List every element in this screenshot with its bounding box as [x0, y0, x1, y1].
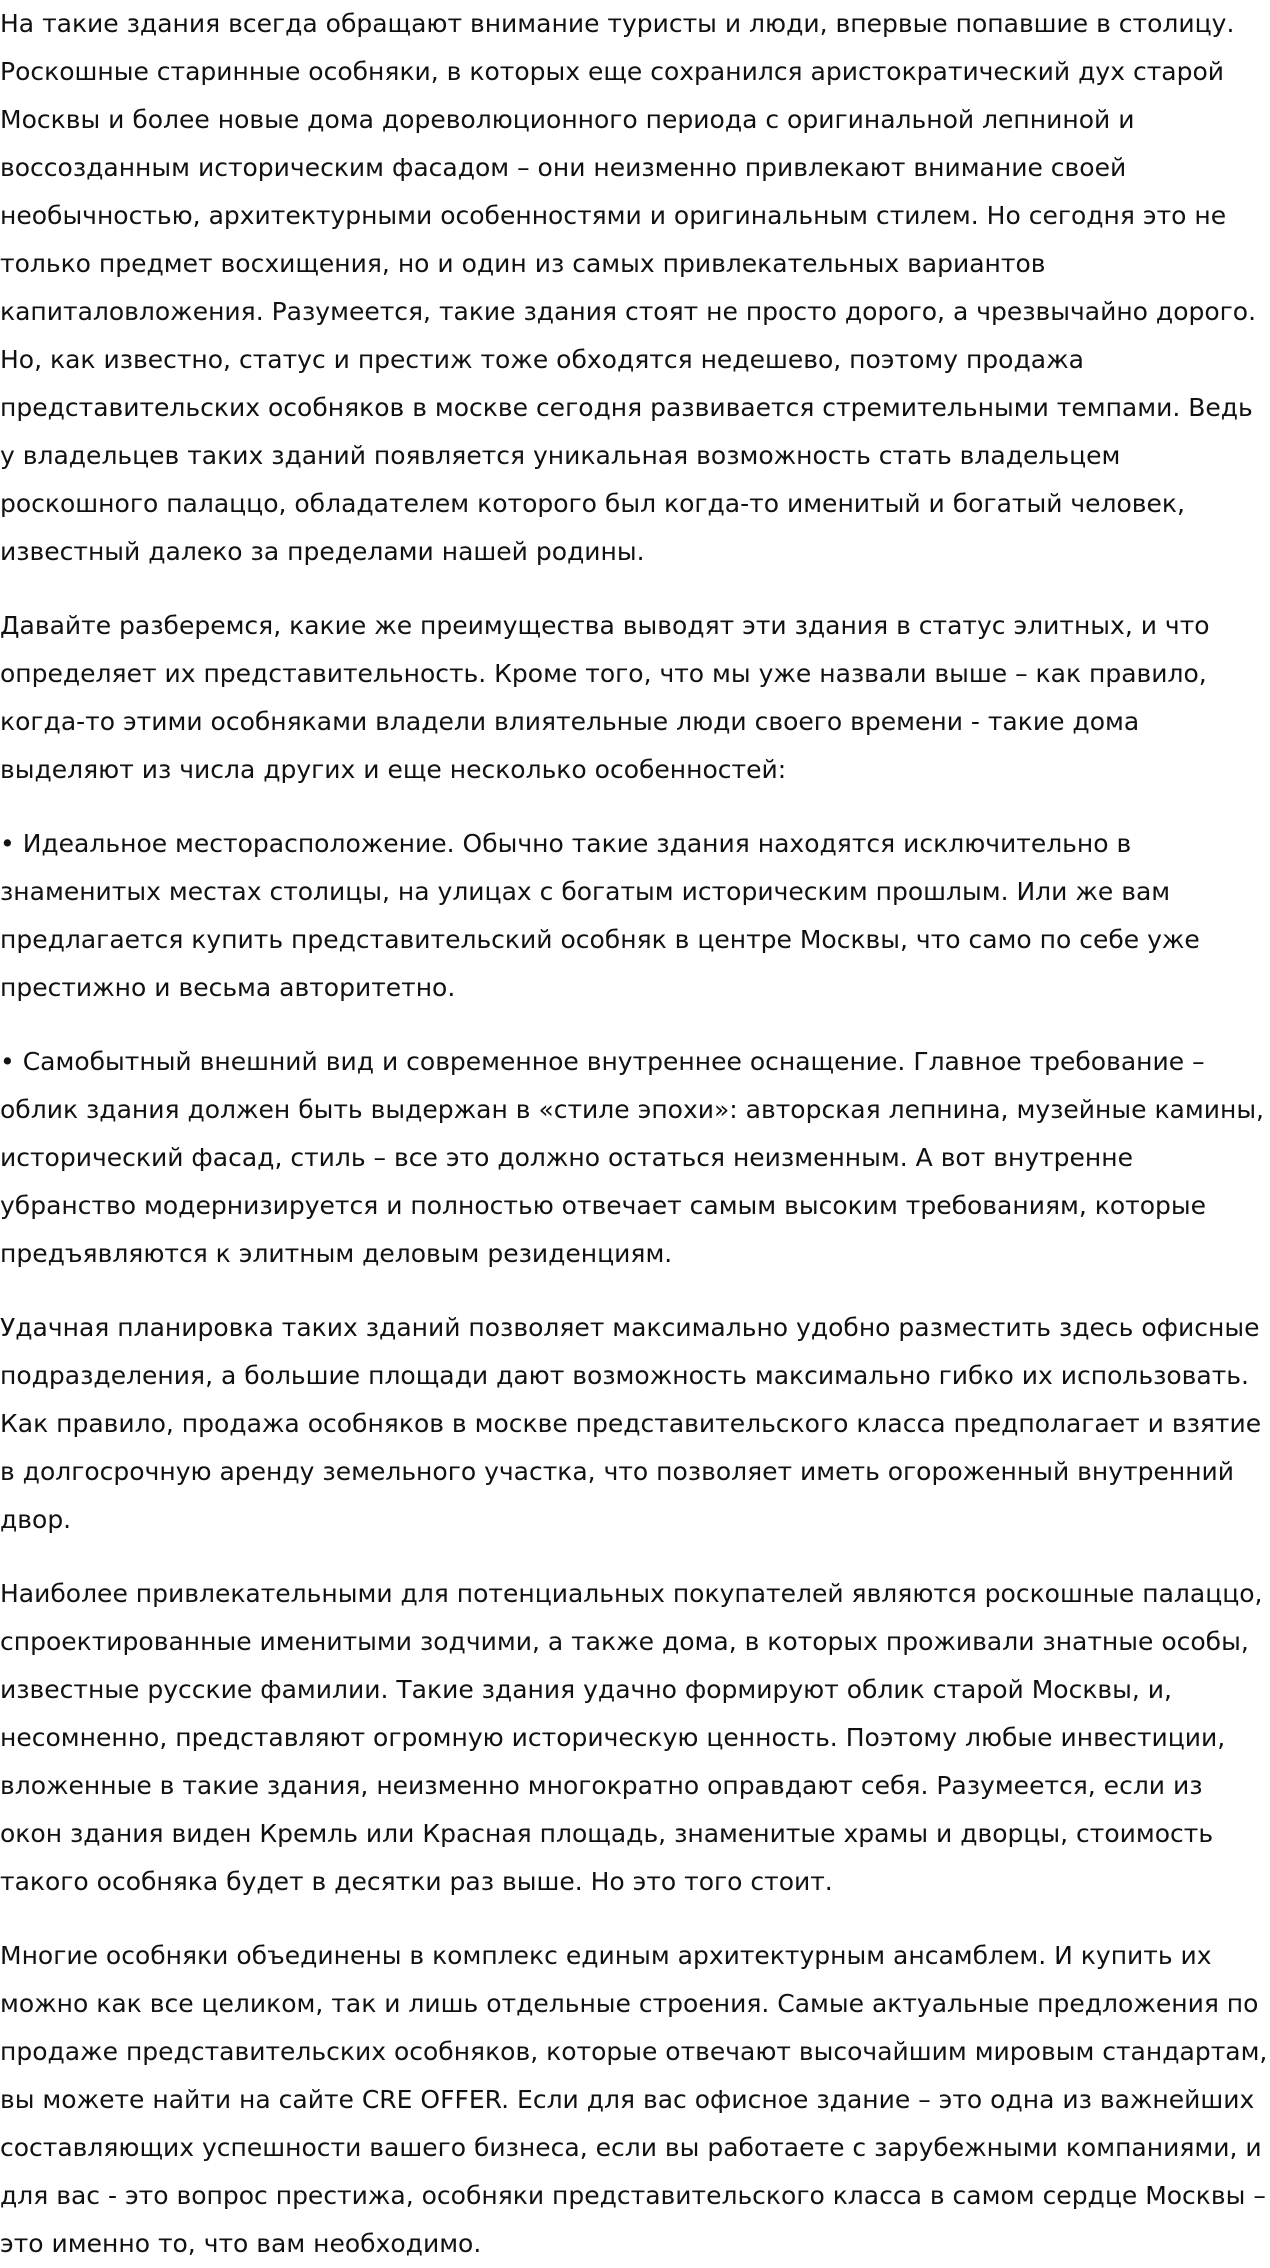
paragraph-intro: На такие здания всегда обращают внимание туристы и люди, впервые попавшие в столицу. Роскошные старинные особняки, в которых еще сохранился аристократический дух старой Москвы и более новые дома дореволюционного периода с оригинальной лепниной и воссозданным историческим фасадом – они неизменно привлекают внимание своей необычностью, архитектурными особенностями и оригинальным стилем. Но сегодня это не только предмет восхищения, но и один из самых привлекательных вариантов капиталовложения. Разумеется, такие здания стоят не просто дорого, а чрезвычайно дорого. Но, как известно, статус и престиж тоже обходятся недешево, поэтому продажа представительских особняков в москве сегодня развивается стремительными темпами. Ведь у владельцев таких зданий появляется уникальная возможность стать владельцем роскошного палаццо, обладателем которого был когда-то именитый и богатый человек, известный далеко за пределами нашей родины.: [0, 9, 1257, 566]
paragraph-offer: Многие особняки объединены в комплекс единым архитектурным ансамблем. И купить их можно как все целиком, так и лишь отдельные строения. Самые актуальные предложения по продаже представительских особняков, которые отвечают высочайшим мировым стандартам, вы можете найти на сайте CRE OFFER. Если для вас офисное здание – это одна из важнейших составляющих успешности вашего бизнеса, если вы работаете с зарубежными компаниями, и для вас - это вопрос престижа, особняки представительского класса в самом сердце Москвы – это именно то, что вам необходимо.: [0, 1941, 1268, 2258]
bullet-location: • Идеальное месторасположение. Обычно такие здания находятся исключительно в знаменитых местах столицы, на улицах с богатым историческим прошлым. Или же вам предлагается купить представительский особняк в центре Москвы, что само по себе уже престижно и весьма авторитетно.: [0, 829, 1200, 1002]
paragraph-palazzo: Наиболее привлекательными для потенциальных покупателей являются роскошные палаццо, спроектированные именитыми зодчими, а также дома, в которых проживали знатные особы, известные русские фамилии. Такие здания удачно формируют облик старой Москвы, и, несомненно, представляют огромную историческую ценность. Поэтому любые инвестиции, вложенные в такие здания, неизменно многократно оправдают себя. Разумеется, если из окон здания виден Кремль или Красная площадь, знаменитые храмы и дворцы, стоимость такого особняка будет в десятки раз выше. Но это того стоит.: [0, 1579, 1263, 1896]
paragraph-advantages: Давайте разберемся, какие же преимущества выводят эти здания в статус элитных, и что определяет их представительность. Кроме того, что мы уже назвали выше – как правило, когда-то этими особняками владели влиятельные люди своего времени - такие дома выделяют из числа других и еще несколько особенностей:: [0, 611, 1210, 784]
paragraph-layout: Удачная планировка таких зданий позволяет максимально удобно разместить здесь офисные подразделения, а большие площади дают возможность максимально гибко их использовать. Как правило, продажа особняков в москве представительского класса предполагает и взятие в долгосрочную аренду земельного участка, что позволяет иметь огороженный внутренний двор.: [0, 1313, 1262, 1534]
bullet-appearance: • Самобытный внешний вид и современное внутреннее оснащение. Главное требование – облик здания должен быть выдержан в «стиле эпохи»: авторская лепнина, музейные камины, исторический фасад, стиль – все это должно остаться неизменным. А вот внутренне убранство модернизируется и полностью отвечает самым высоким требованиям, которые предъявляются к элитным деловым резиденциям.: [0, 1047, 1265, 1268]
